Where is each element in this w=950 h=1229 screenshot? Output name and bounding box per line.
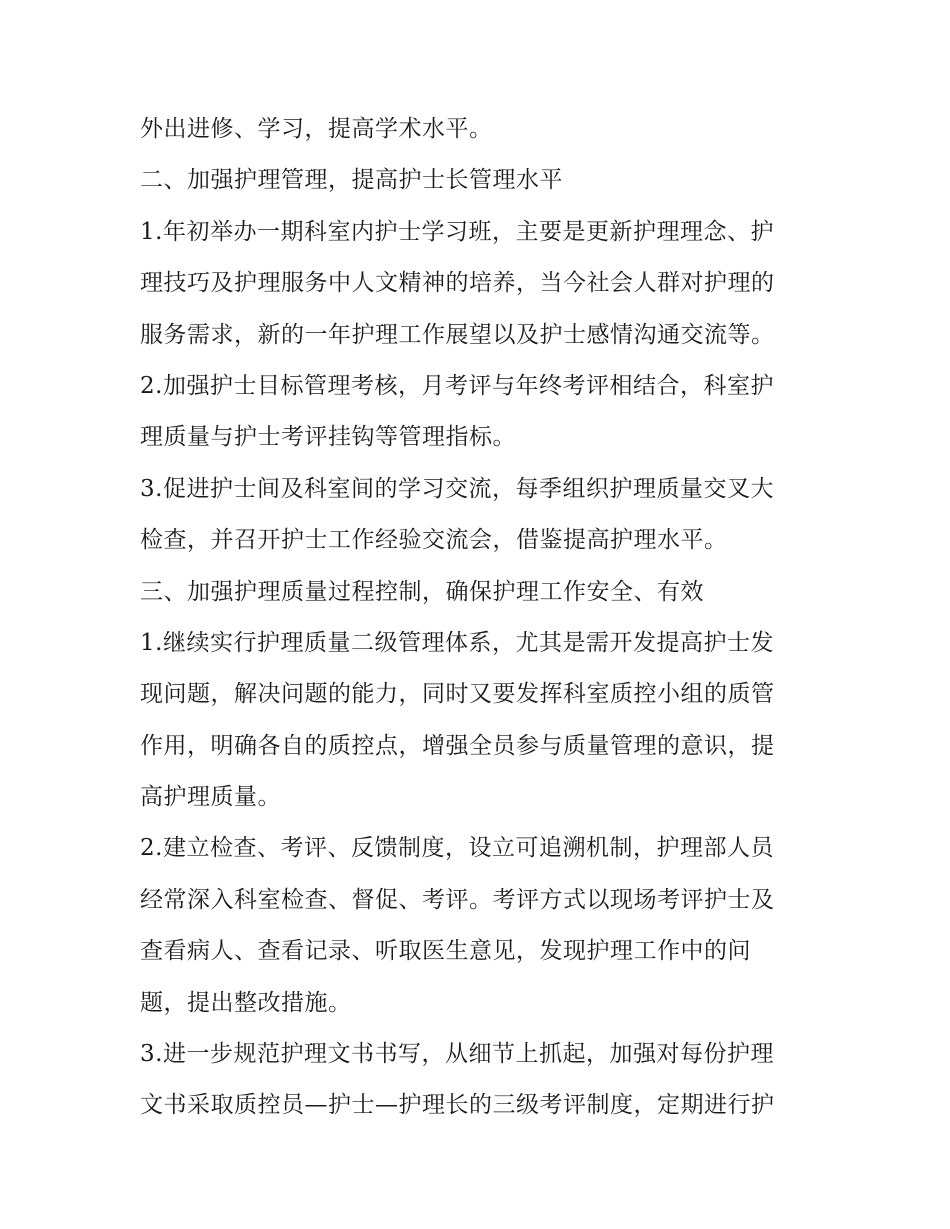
text-line: 高护理质量。 bbox=[140, 784, 281, 811]
text-line: 服务需求，新的一年护理工作展望以及护士感情沟通交流等。 bbox=[140, 321, 775, 348]
text-line: 理技巧及护理服务中人文精神的培养，当今社会人群对护理的 bbox=[140, 270, 775, 297]
text-line: 检查，并召开护士工作经验交流会，借鉴提高护理水平。 bbox=[140, 527, 728, 554]
text-line: 1.继续实行护理质量二级管理体系，尤其是需开发提高护士发 bbox=[140, 629, 774, 656]
text-line: 作用，明确各自的质控点，增强全员参与质量管理的意识，提 bbox=[140, 732, 775, 759]
text-line: 外出进修、学习，提高学术水平。 bbox=[140, 116, 493, 142]
section-heading: 三、加强护理质量过程控制，确保护理工作安全、有效 bbox=[140, 578, 704, 605]
text-line: 3.促进护士间及科室间的学习交流，每季组织护理质量交叉大 bbox=[140, 475, 774, 502]
text-line: 2.建立检查、考评、反馈制度，设立可追溯机制，护理部人员 bbox=[140, 835, 774, 862]
text-line: 3.进一步规范护理文书书写，从细节上抓起，加强对每份护理 bbox=[140, 1041, 774, 1068]
section-heading: 二、加强护理管理，提高护士长管理水平 bbox=[140, 167, 563, 194]
text-line: 查看病人、查看记录、听取医生意见，发现护理工作中的问 bbox=[140, 938, 751, 965]
text-line: 现问题，解决问题的能力，同时又要发挥科室质控小组的质管 bbox=[140, 681, 775, 708]
document-body bbox=[140, 104, 820, 1132]
text-line: 1.年初举办一期科室内护士学习班，主要是更新护理理念、护 bbox=[140, 218, 774, 245]
text-line: 题，提出整改措施。 bbox=[140, 989, 352, 1016]
text-line: 文书采取质控员—护士—护理长的三级考评制度，定期进行护 bbox=[140, 1092, 775, 1119]
text-line: 经常深入科室检查、督促、考评。考评方式以现场考评护士及 bbox=[140, 886, 775, 913]
text-line: 2.加强护士目标管理考核，月考评与年终考评相结合，科室护 bbox=[140, 372, 774, 399]
text-line: 理质量与护士考评挂钩等管理指标。 bbox=[140, 424, 516, 451]
